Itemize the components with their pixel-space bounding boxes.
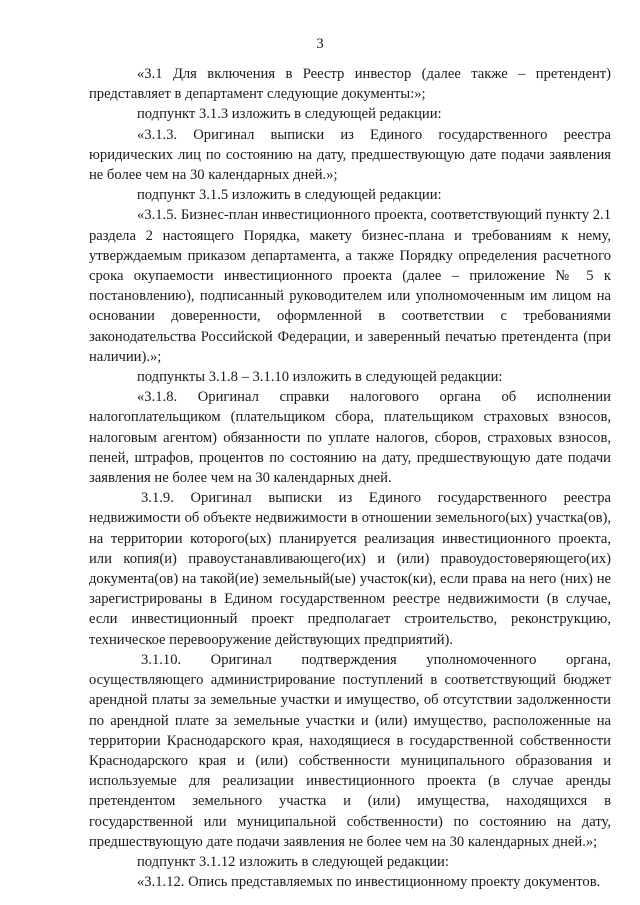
paragraph-3-1: «3.1 Для включения в Реестр инвестор (далее также – претендент) представляет в департамент следующие документы:»;: [89, 66, 611, 103]
paragraph-instruction-3-1-5: подпункт 3.1.5 изложить в следующей редакции:: [137, 187, 442, 204]
paragraph-3-1-8: «3.1.8. Оригинал справки налогового органа об исполнении налогоплательщиком (плательщиком сбора, плательщиком страховых взносов, налоговым агентом) обязанности по уплате налогов, сборов, страховых взносов, пеней, штрафов, процентов по состоянию на дату, предшествующую дате подачи заявления не более чем на 30 календарных дней.: [89, 389, 611, 487]
paragraph-3-1-9: 3.1.9. Оригинал выписки из Единого государственного реестра недвижимости об объекте недвижимости в отношении земельного(ых) участка(ов), на территории которого(ых) планируется реализация инвестиционного проекта, или копия(и) правоустанавливающего(их) и (или) правоудостоверяющего(их) документа(ов) на такой(ие) земельный(ые) участок(ки), если права на него (них) не зарегистрированы в Едином государственном реестре недвижимости (в случае, если инвестиционный проект предполагает строительство, реконструкцию, техническое перевооружение действующих предприятий).: [89, 490, 611, 648]
paragraph-3-1-12: «3.1.12. Опись представляемых по инвестиционному проекту документов.: [137, 874, 601, 891]
page-number: 3: [316, 36, 324, 52]
paragraph-instruction-3-1-12: подпункт 3.1.12 изложить в следующей редакции:: [137, 853, 449, 870]
paragraph-instruction-3-1-3: подпункт 3.1.3 изложить в следующей редакции:: [137, 106, 442, 123]
paragraph-3-1-5: «3.1.5. Бизнес-план инвестиционного проекта, соответствующий пункту 2.1 раздела 2 настоящего Порядка, макету бизнес-плана и требованиям к нему, утверждаемым приказом департамента, а также Порядку определения расчетного срока окупаемости инвестиционного проекта (далее – приложение № 5 к постановлению), подписанный руководителем или уполномоченным им лицом на основании доверенности, оформленной в соответствии с требованиями законодательства Российской Федерации, и заверенный печатью претендента (при наличии).»;: [89, 207, 611, 365]
paragraph-3-1-3: «3.1.3. Оригинал выписки из Единого государственного реестра юридических лиц по состоянию на дату, предшествующую дате подачи заявления не более чем на 30 календарных дней.»;: [89, 126, 611, 184]
document-body: [89, 64, 611, 892]
paragraph-instruction-3-1-8-10: подпункты 3.1.8 – 3.1.10 изложить в следующей редакции:: [137, 369, 503, 386]
paragraph-3-1-10: 3.1.10. Оригинал подтверждения уполномоченного органа, осуществляющего администрирование поступлений в соответствующий бюджет арендной платы за земельные участки и имущество, об отсутствии задолженности по арендной плате за земельные участки и (или) имущество, расположенные на территории Краснодарского края, находящиеся в государственной собственности Краснодарского края и (или) собственности муниципального образования и используемые для реализации инвестиционного проекта (в случае аренды претендентом земельного участка и (или) имущества, находящихся в государственной или муниципальной собственности) по состоянию на дату, предшествующую дате подачи заявления не более чем на 30 календарных дней.»;: [89, 651, 611, 850]
